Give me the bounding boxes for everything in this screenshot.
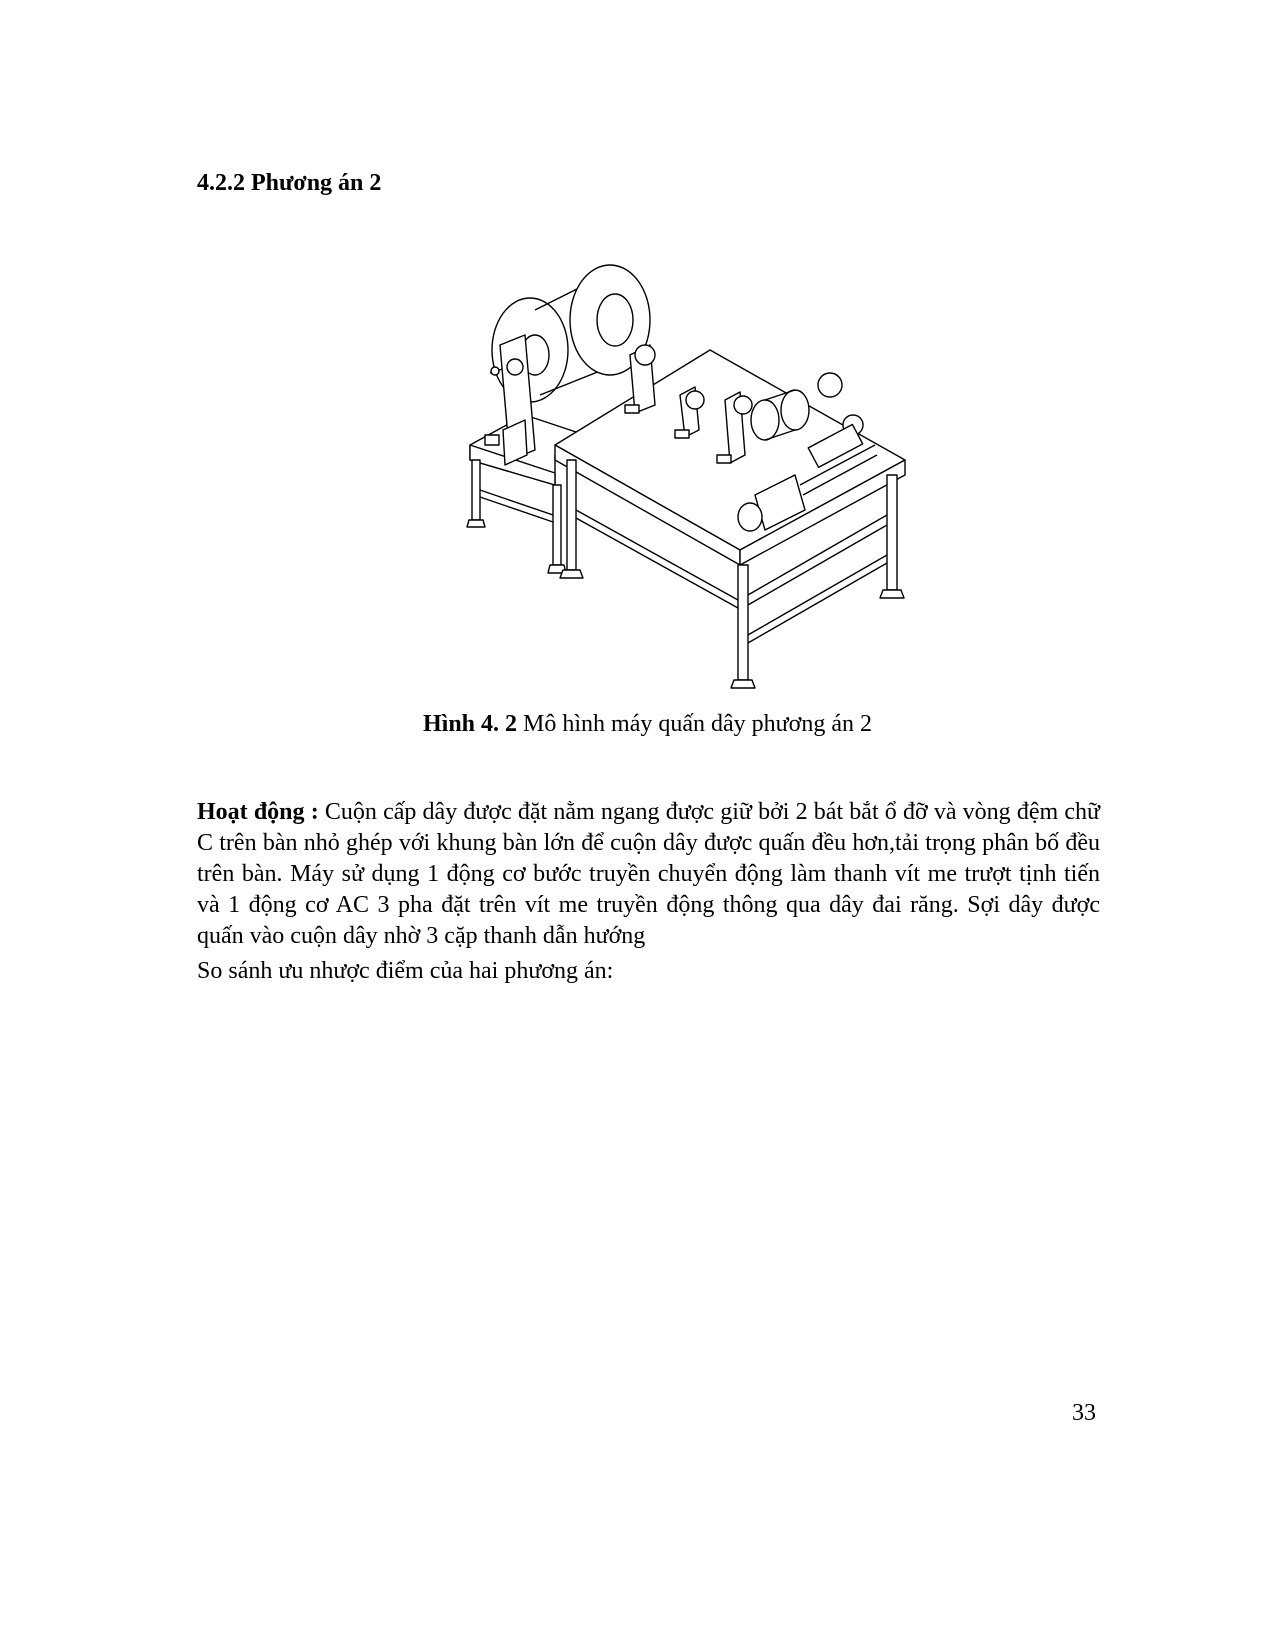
machine-illustration (455, 255, 915, 695)
figure-label: Hình 4. 2 (422, 711, 518, 737)
paragraph-label: Hoạt động : (197, 799, 319, 825)
section-heading: 4.2.2 Phương án 2 (197, 170, 382, 196)
body-paragraph (197, 797, 1100, 952)
figure-machine-drawing (455, 255, 915, 695)
figure-caption (0, 711, 1275, 738)
paragraph-text: Cuộn cấp dây được đặt nằm ngang được giữ bởi 2 bát bắt ổ đỡ và vòng đệm chữ C trên bàn nhỏ ghép với khung bàn lớn để cuộn dây được quấn đều hơn,tải trọng phân bố đều trên bàn. Máy sử dụng 1 động cơ bước truyền chuyển động làm thanh vít me trượt tịnh tiến và 1 động cơ AC 3 pha đặt trên vít me truyền động thông qua dây đai răng. Sợi dây được quấn vào cuộn dây nhờ 3 cặp thanh dẫn hướng (197, 799, 1100, 949)
page-number: 33 (1072, 1400, 1096, 1426)
figure-caption-text: Mô hình máy quấn dây phương án 2 (523, 711, 872, 737)
comparison-line: So sánh ưu nhược điểm của hai phương án: (197, 958, 614, 984)
